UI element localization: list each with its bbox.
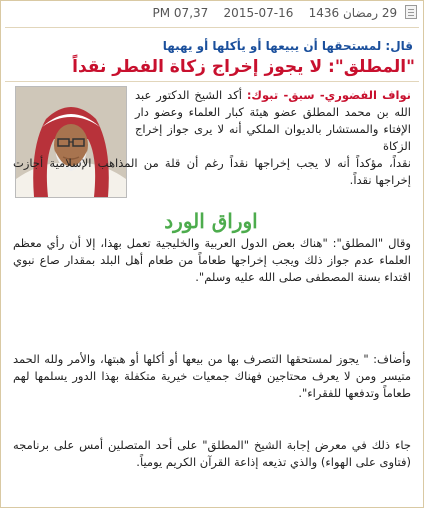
divider-headline bbox=[5, 81, 419, 82]
paragraph-4: جاء ذلك في معرض إجابة الشيخ "المطلق" على أحد المتصلين أمس على برنامجه (فتاوى على الهواء) والذي تذيعه إذاعة القرآن الكريم يومياً. bbox=[13, 438, 411, 469]
watermark: اوراق الورد bbox=[164, 209, 258, 233]
headline: "المطلق": لا يجوز إخراج زكاة الفطر نقداً bbox=[72, 57, 415, 77]
dateline bbox=[7, 5, 417, 23]
date-hijri: 29 رمضان 1436 bbox=[308, 6, 398, 20]
paragraph-1-text: أكد الشيخ الدكتور عبد الله بن محمد المطلق عضو هيئة كبار العلماء وعضو دار الإفتاء والمستشار بالديوان الملكي أنه لا يرى جواز إخراج الزكاة bbox=[135, 88, 411, 153]
date-gregorian: 16-07-2015 bbox=[223, 6, 294, 20]
document-icon bbox=[405, 5, 417, 19]
paragraph-3: وأضاف: " يجوز لمستحقها التصرف بها من بيعها أو أكلها أو هبتها، والأمر ولله الحمد متيسر ومن لا يعرف محتاجين فهناك جمعيات خيرية متكفلة بهذا الدور يسلمها لهم طعاماً وتدفعها للفقراء". bbox=[13, 352, 411, 400]
time: PM 07,37 bbox=[152, 6, 209, 20]
paragraph-2: وقال "المطلق": "هناك بعض الدول العربية والخليجية تعمل بهذا، إلا أن رأي معظم العلماء عدم جواز ذلك ويجب إخراجها طعاماً من طعام أهل البلد بمقدار صاع نبوي اقتداء بسنة المصطفى صلى الله عليه وسلم". bbox=[13, 236, 411, 284]
kicker: قال: لمستحقها أن يبيعها أو يأكلها أو يهبها bbox=[162, 39, 413, 53]
divider-top bbox=[5, 27, 419, 28]
paragraph-1-intro bbox=[135, 87, 411, 155]
paragraph-1-continued: نقداً، مؤكداً أنه لا يجب إخراجها نقداً رغم أن قلة من المذاهب الإسلامية أجازت إخراجها نقداً. bbox=[13, 156, 411, 187]
news-source: نواف الفضوري- سبق- تبوك: bbox=[246, 88, 411, 102]
